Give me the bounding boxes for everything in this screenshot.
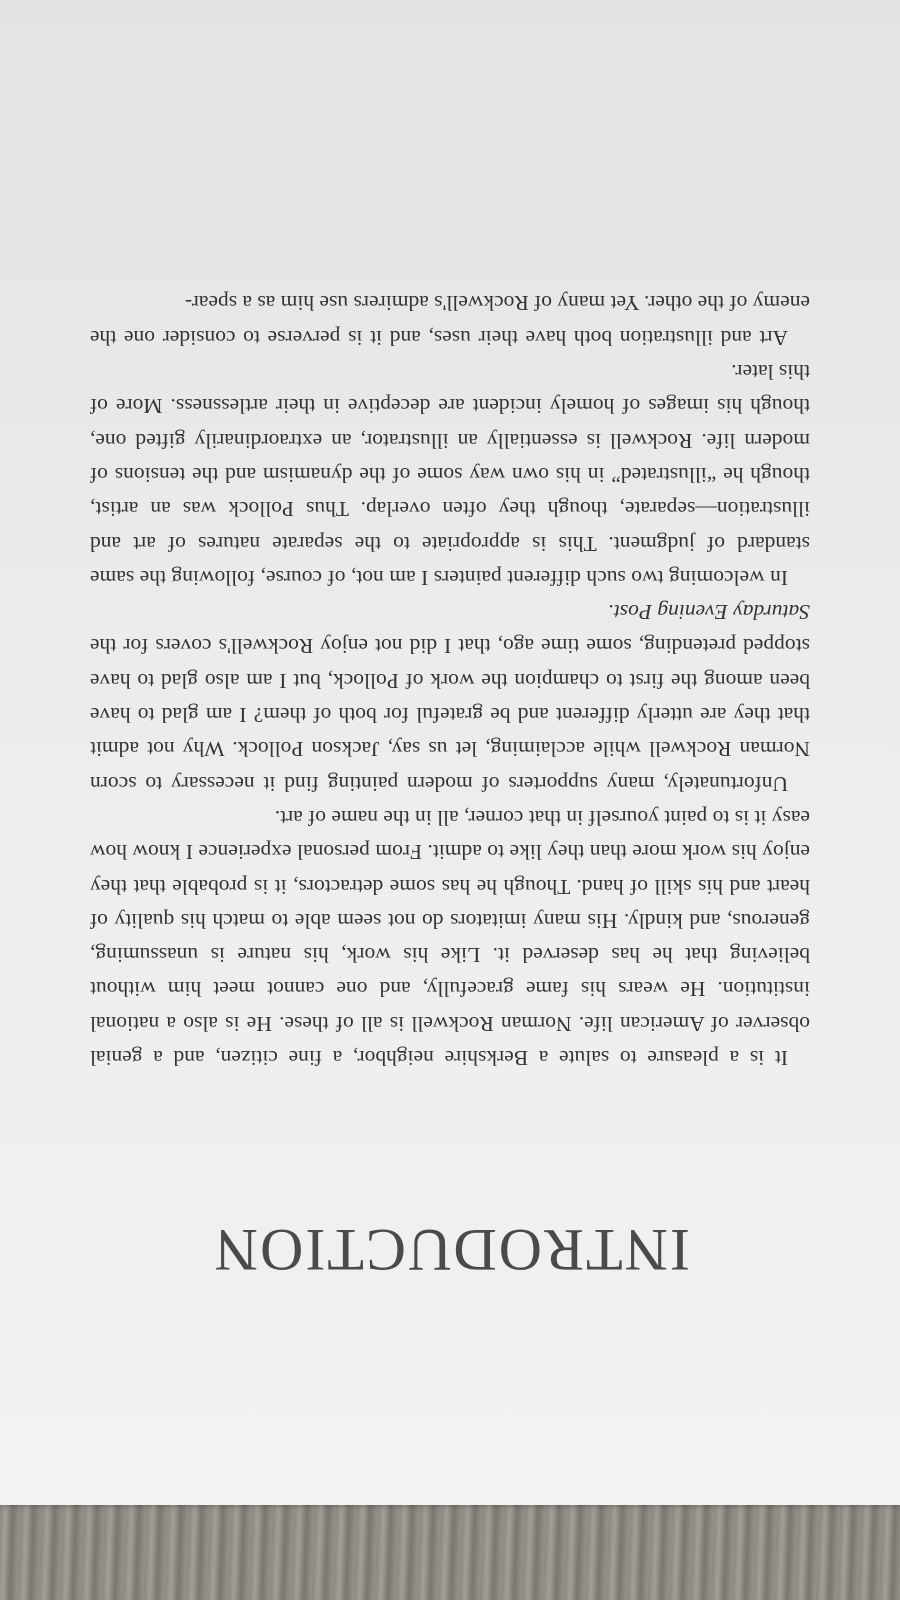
- paragraph-2-after: .: [608, 600, 614, 625]
- paragraph-1: It is a pleasure to salute a Berkshire neighbor, a fine citizen, and a genial observer of American life. Norman Rockwell is all of these. He is also a national institution. He wears his fame gracefully, and one cannot meet him without believing that he has deserved it. Like his work, his nature is unassuming, generous, and kindly. His many imitators do not seem able to match his quality of heart and his skill of hand. Though he has some detractors, it is probable that they enjoy his work more than they like to admit. From personal experience I know how easy it is to paint yourself in that corner, all in the name of art.: [90, 805, 810, 1070]
- paragraph-2-before: Unfortunately, many supporters of modern painting find it necessary to scorn Norman Rockwell while acclaiming, let us say, Jackson Pollock. Why not admit that they are utterly different and be grateful for both of them? I am glad to have been among the first to champion the work of Pollock, but I am also glad to have stopped pretending, some time ago, that I did not enjoy Rockwell's covers for the: [90, 634, 810, 796]
- body-text: [90, 286, 810, 1075]
- paragraph-3: In welcoming two such different painters I am not, of course, following the same standard of judgment. This is appropriate to the separate natures of art and illustration—separate, though they often overlap. Thus Pollock was an artist, though he “illustrated” in his own way some of the dynamism and the tensions of modern life. Rockwell is essentially an illustrator, an extraordinarily gifted one, though his images of homely incident are deceptive in their artlessness. More of this later.: [90, 360, 810, 590]
- paragraph-4: Art and illustration both have their uses, and it is perverse to consider one the enemy of the other. Yet many of Rockwell's admirers use him as a spear-: [90, 291, 810, 350]
- saturday-evening-post-italic: Saturday Evening Post: [613, 600, 810, 625]
- chapter-title: INTRODUCTION: [212, 1217, 690, 1283]
- paragraph-2: [90, 595, 810, 801]
